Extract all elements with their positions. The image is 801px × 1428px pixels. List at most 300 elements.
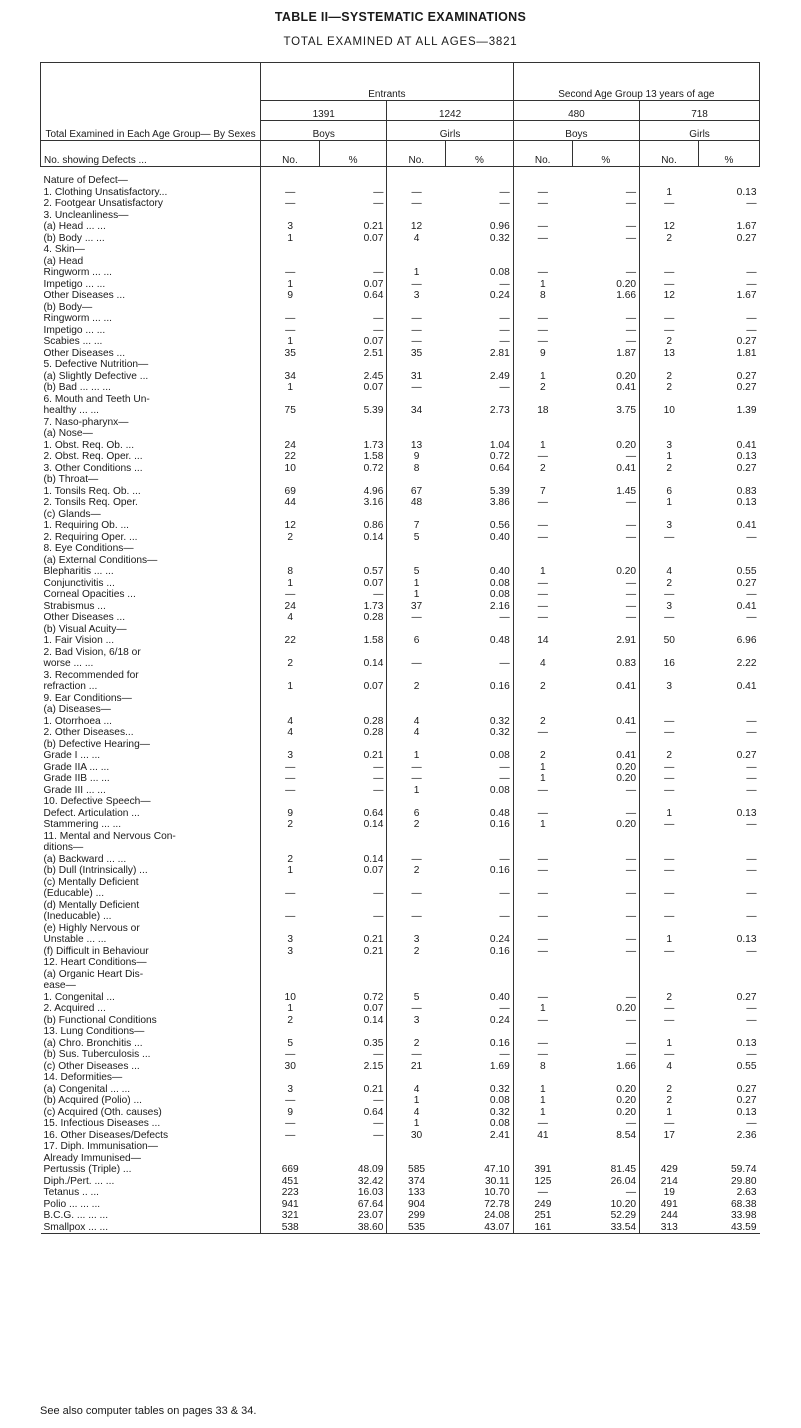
count-cell: 34: [410, 405, 423, 416]
count-cell: [640, 923, 699, 935]
count-cell: [513, 1026, 572, 1038]
count-cell: 1: [666, 1106, 673, 1118]
count-cell: [513, 877, 572, 889]
percent-cell: —: [446, 325, 514, 337]
defect-label: 1. Clothing Unsatisfactory...: [41, 187, 261, 199]
count-cell: [387, 210, 446, 222]
percent-cell: 0.32: [446, 1084, 514, 1096]
count-cell: —: [285, 888, 296, 899]
table-row: [41, 279, 760, 291]
count-cell: [640, 394, 699, 406]
count-cell: [513, 831, 572, 843]
percent-cell: [572, 175, 640, 187]
defect-label: (b) Bad ... ... ...: [41, 382, 261, 394]
count-cell: —: [411, 186, 422, 198]
percent-cell: 2.91: [572, 635, 640, 647]
count-cell: —: [411, 761, 422, 773]
count-cell: —: [537, 313, 548, 324]
count-cell: 6: [666, 485, 673, 497]
count-cell: 2: [666, 750, 673, 761]
percent-cell: 0.41: [736, 681, 757, 692]
count-cell: [513, 693, 572, 705]
table-row: [41, 1107, 760, 1119]
count-cell: [261, 900, 320, 912]
percent-cell: [572, 980, 640, 992]
percent-cell: [698, 877, 759, 889]
percent-cell: 0.21: [319, 221, 387, 233]
defect-label: (c) Glands—: [41, 509, 261, 521]
percent-cell: 0.41: [572, 681, 640, 693]
count-cell: —: [411, 911, 422, 922]
percent-cell: 0.55: [736, 566, 757, 577]
percent-cell: 0.08: [446, 785, 514, 797]
percent-cell: 43.59: [698, 1222, 759, 1234]
percent-cell: [319, 957, 387, 969]
count-cell: 535: [387, 1222, 446, 1234]
count-cell: 2: [540, 750, 546, 761]
count-cell: 4: [666, 566, 673, 577]
count-cell: [387, 428, 446, 440]
percent-cell: [446, 474, 514, 486]
count-cell: 214: [660, 1175, 678, 1187]
count-cell: 13: [663, 347, 675, 359]
count-cell: —: [664, 1003, 675, 1014]
count-cell: —: [537, 1187, 548, 1198]
defect-label: B.C.G. ... ... ...: [41, 1210, 261, 1222]
entrants-girls-total: 1242: [387, 101, 513, 121]
percent-cell: [698, 394, 759, 406]
table-section-row: [41, 210, 760, 222]
no-col-header: No.: [513, 141, 572, 167]
percent-cell: 0.57: [319, 566, 387, 578]
count-cell: 4: [413, 232, 420, 244]
percent-cell: 4.96: [319, 486, 387, 498]
defect-label: (b) Body ... ...: [41, 233, 261, 245]
count-cell: [640, 624, 699, 636]
percent-cell: [319, 969, 387, 981]
percent-cell: 33.98: [731, 1210, 757, 1221]
percent-cell: —: [746, 853, 757, 865]
defect-label: 1. Otorrhoea ...: [41, 716, 261, 728]
percent-cell: [446, 244, 514, 256]
table-row: [41, 773, 760, 785]
count-cell: [261, 1026, 320, 1038]
percent-cell: —: [446, 773, 514, 785]
percent-cell: —: [746, 727, 757, 738]
defect-label: Polio ... ... ...: [41, 1199, 261, 1211]
percent-cell: 1.58: [319, 635, 387, 647]
count-cell: [387, 509, 446, 521]
percent-cell: 0.20: [572, 1095, 640, 1107]
count-cell: —: [537, 1037, 548, 1049]
percent-cell: [319, 417, 387, 429]
percent-cell: 0.64: [319, 1107, 387, 1119]
percent-cell: [698, 957, 759, 969]
count-cell: [640, 244, 699, 256]
count-cell: [261, 394, 320, 406]
percent-cell: [698, 474, 759, 486]
defect-label: Conjunctivitis ...: [41, 578, 261, 590]
defect-label: Ringworm ... ...: [41, 313, 261, 325]
table-section-row: [41, 474, 760, 486]
table-row: [41, 486, 760, 498]
count-cell: 244: [660, 1210, 678, 1221]
percent-cell: 68.38: [731, 1198, 757, 1210]
count-cell: —: [664, 589, 675, 600]
percent-cell: 0.27: [736, 1083, 757, 1095]
count-cell: —: [664, 773, 675, 784]
count-cell: 3: [666, 520, 673, 531]
count-cell: 7: [540, 485, 546, 497]
count-cell: [640, 210, 699, 222]
percent-cell: [698, 624, 759, 636]
percent-cell: [446, 359, 514, 371]
count-cell: 491: [660, 1198, 678, 1210]
count-cell: [640, 831, 699, 843]
count-cell: [387, 957, 446, 969]
count-cell: —: [664, 888, 675, 899]
table-row: [41, 463, 760, 475]
percent-cell: —: [446, 1049, 514, 1061]
defect-label: healthy ... ...: [41, 405, 261, 417]
percent-cell: [572, 670, 640, 682]
defect-label: 3. Other Conditions ...: [41, 463, 261, 475]
percent-cell: —: [572, 589, 640, 601]
pct-col-header: %: [446, 141, 514, 167]
count-cell: —: [411, 658, 422, 669]
count-cell: —: [411, 336, 422, 347]
count-cell: 1: [540, 1095, 546, 1106]
percent-cell: 0.24: [446, 290, 514, 302]
count-cell: 12: [410, 221, 423, 232]
count-cell: —: [537, 865, 548, 876]
percent-cell: [319, 175, 387, 187]
percent-cell: 0.07: [319, 382, 387, 394]
count-cell: [513, 670, 572, 682]
defect-label: ditions—: [41, 842, 261, 854]
table-section-row: [41, 175, 760, 187]
percent-cell: —: [572, 221, 640, 233]
percent-cell: [319, 1153, 387, 1165]
table-row: [41, 325, 760, 337]
percent-cell: —: [572, 934, 640, 946]
percent-cell: 0.28: [319, 612, 387, 624]
percent-cell: —: [572, 865, 640, 877]
count-cell: [513, 428, 572, 440]
count-cell: 4: [287, 727, 294, 738]
percent-cell: [319, 1072, 387, 1084]
percent-cell: —: [572, 612, 640, 624]
percent-cell: —: [572, 233, 640, 245]
table-row: [41, 1015, 760, 1027]
percent-cell: [572, 739, 640, 751]
count-cell: 2: [540, 715, 546, 727]
table-row: [41, 716, 760, 728]
percent-cell: —: [319, 313, 387, 325]
entrants-boys-total: 1391: [261, 101, 387, 121]
count-cell: [387, 417, 446, 429]
percent-cell: [698, 670, 759, 682]
count-cell: —: [411, 198, 422, 209]
percent-cell: —: [572, 854, 640, 866]
defect-label: (a) Backward ... ...: [41, 854, 261, 866]
count-cell: —: [664, 911, 675, 922]
count-cell: [261, 693, 320, 705]
count-cell: [513, 417, 572, 429]
count-cell: 8: [413, 462, 420, 474]
percent-cell: [319, 980, 387, 992]
percent-cell: 43.07: [446, 1222, 514, 1234]
count-cell: [387, 877, 446, 889]
no-col-header: No.: [261, 141, 320, 167]
percent-cell: [446, 842, 514, 854]
percent-cell: 0.07: [319, 1003, 387, 1015]
percent-cell: —: [746, 773, 757, 784]
percent-cell: 0.96: [446, 221, 514, 233]
table-row: [41, 233, 760, 245]
count-cell: 2: [413, 681, 420, 692]
count-cell: —: [411, 1049, 422, 1060]
count-cell: —: [664, 324, 675, 336]
defect-label: (a) Slightly Defective ...: [41, 371, 261, 383]
defect-label: Unstable ... ...: [41, 934, 261, 946]
percent-cell: [572, 555, 640, 567]
count-cell: 1: [413, 1118, 420, 1129]
percent-cell: —: [446, 612, 514, 624]
pct-col-header: %: [698, 141, 759, 167]
percent-cell: 0.13: [736, 451, 757, 462]
count-cell: —: [285, 773, 296, 784]
count-cell: —: [664, 819, 675, 830]
percent-cell: [698, 543, 759, 555]
count-cell: [640, 474, 699, 486]
count-cell: [387, 1153, 446, 1165]
count-cell: [513, 796, 572, 808]
table-section-row: [41, 647, 760, 659]
count-cell: 1: [666, 934, 673, 945]
table-section-row: [41, 831, 760, 843]
percent-cell: [698, 842, 759, 854]
count-cell: 1: [666, 497, 673, 508]
count-cell: —: [664, 612, 675, 623]
count-cell: [387, 474, 446, 486]
defect-label: 2. Acquired ...: [41, 1003, 261, 1015]
defect-label: (b) Throat—: [41, 474, 261, 486]
percent-cell: 1.81: [736, 347, 757, 359]
percent-cell: —: [446, 762, 514, 774]
percent-cell: 2.16: [446, 601, 514, 613]
percent-cell: 2.51: [319, 348, 387, 360]
count-cell: 669: [281, 1164, 299, 1175]
percent-cell: 24.08: [446, 1210, 514, 1222]
percent-cell: [319, 842, 387, 854]
percent-cell: —: [572, 1015, 640, 1027]
percent-cell: 1.66: [572, 290, 640, 302]
defect-label: Stammering ... ...: [41, 819, 261, 831]
percent-cell: [698, 256, 759, 268]
count-cell: [640, 957, 699, 969]
defect-label: Already Immunised—: [41, 1153, 261, 1165]
defect-label: 3. Recommended for: [41, 670, 261, 682]
boys-header: Boys: [513, 121, 639, 141]
count-cell: 2: [413, 945, 420, 957]
count-cell: 1: [540, 1106, 546, 1118]
percent-cell: —: [746, 198, 757, 209]
defect-label: Other Diseases ...: [41, 348, 261, 360]
count-cell: 6: [413, 807, 420, 819]
count-cell: 19: [663, 1187, 675, 1198]
percent-cell: 0.32: [446, 716, 514, 728]
count-cell: 1: [666, 807, 673, 819]
count-cell: [640, 842, 699, 854]
table-row: [41, 566, 760, 578]
count-cell: 1: [287, 382, 294, 393]
percent-cell: —: [446, 854, 514, 866]
defect-label: 1. Tonsils Req. Ob. ...: [41, 486, 261, 498]
percent-cell: —: [746, 911, 757, 922]
count-cell: [640, 1141, 699, 1153]
percent-cell: 0.21: [319, 750, 387, 762]
percent-cell: 0.21: [319, 946, 387, 958]
count-cell: 2: [666, 382, 673, 393]
percent-cell: 2.63: [736, 1187, 757, 1198]
count-cell: [513, 647, 572, 659]
percent-cell: —: [572, 1038, 640, 1050]
count-cell: —: [664, 313, 675, 324]
count-cell: [513, 842, 572, 854]
count-cell: [387, 739, 446, 751]
count-cell: [387, 302, 446, 314]
count-cell: 18: [537, 405, 549, 416]
count-cell: 249: [534, 1198, 552, 1210]
table-title: TABLE II—SYSTEMATIC EXAMINATIONS: [274, 10, 527, 24]
defect-label: (a) Congenital ... ...: [41, 1084, 261, 1096]
count-cell: [513, 957, 572, 969]
count-cell: —: [664, 945, 675, 957]
defect-label: 14. Deformities—: [41, 1072, 261, 1084]
percent-cell: 0.24: [446, 1015, 514, 1027]
percent-cell: —: [572, 451, 640, 463]
count-cell: 16: [663, 658, 675, 669]
table-section-row: [41, 509, 760, 521]
percent-cell: 0.16: [446, 1038, 514, 1050]
count-cell: [387, 980, 446, 992]
defect-label: 5. Defective Nutrition—: [41, 359, 261, 371]
percent-cell: 0.16: [446, 819, 514, 831]
defect-label: 1. Fair Vision ...: [41, 635, 261, 647]
percent-cell: [319, 244, 387, 256]
percent-cell: [572, 923, 640, 935]
percent-cell: [572, 877, 640, 889]
defect-label: 16. Other Diseases/Defects: [41, 1130, 261, 1142]
count-cell: —: [285, 911, 296, 922]
count-cell: [640, 647, 699, 659]
percent-cell: —: [572, 497, 640, 509]
count-cell: [387, 256, 446, 268]
percent-cell: [572, 796, 640, 808]
percent-cell: 1.66: [572, 1061, 640, 1073]
percent-cell: 3.75: [572, 405, 640, 417]
percent-cell: 0.20: [572, 566, 640, 578]
percent-cell: 72.78: [446, 1199, 514, 1211]
count-cell: 30: [410, 1129, 423, 1141]
count-cell: 50: [663, 635, 675, 646]
percent-cell: —: [319, 187, 387, 199]
percent-cell: —: [572, 198, 640, 210]
count-cell: 1: [666, 186, 673, 198]
table-row: [41, 589, 760, 601]
percent-cell: —: [572, 946, 640, 958]
table-section-row: [41, 704, 760, 716]
count-cell: 3: [287, 934, 294, 945]
table-section-row: [41, 670, 760, 682]
percent-cell: [572, 359, 640, 371]
count-cell: [640, 1072, 699, 1084]
table-row: [41, 1164, 760, 1176]
table-section-row: [41, 256, 760, 268]
percent-cell: [319, 900, 387, 912]
percent-cell: 0.72: [446, 451, 514, 463]
percent-cell: 0.16: [446, 681, 514, 693]
count-cell: —: [537, 945, 548, 957]
defect-label: 15. Infectious Diseases ...: [41, 1118, 261, 1130]
percent-cell: [446, 175, 514, 187]
table-section-row: [41, 428, 760, 440]
percent-cell: —: [446, 187, 514, 199]
count-cell: 2: [666, 462, 673, 474]
count-cell: 5: [413, 991, 420, 1003]
table-body: [41, 167, 760, 1234]
count-cell: 5: [413, 566, 420, 577]
count-cell: 35: [410, 347, 423, 359]
defect-label: Smallpox ... ...: [41, 1222, 261, 1234]
count-cell: —: [285, 313, 296, 324]
count-cell: [513, 1072, 572, 1084]
defect-label: Grade I ... ...: [41, 750, 261, 762]
table-row: [41, 1095, 760, 1107]
count-cell: 30: [284, 1060, 296, 1072]
table-row: [41, 888, 760, 900]
percent-cell: 0.24: [446, 934, 514, 946]
count-cell: 2: [413, 1037, 420, 1049]
percent-cell: [319, 704, 387, 716]
table-row: [41, 371, 760, 383]
count-cell: 429: [660, 1164, 678, 1175]
count-cell: [387, 704, 446, 716]
count-cell: 5: [413, 531, 420, 543]
table-section-row: [41, 957, 760, 969]
percent-cell: —: [746, 888, 757, 899]
percent-cell: 0.27: [736, 462, 757, 474]
percent-cell: 26.04: [572, 1176, 640, 1188]
count-cell: 4: [413, 1083, 420, 1095]
defect-label: 7. Naso-pharynx—: [41, 417, 261, 429]
table-section-row: [41, 543, 760, 555]
percent-cell: [319, 543, 387, 555]
percent-cell: 0.41: [572, 463, 640, 475]
percent-cell: 0.20: [572, 1084, 640, 1096]
percent-cell: [446, 739, 514, 751]
table-row: [41, 601, 760, 613]
percent-cell: —: [446, 658, 514, 670]
count-cell: [261, 543, 320, 555]
percent-cell: [446, 555, 514, 567]
percent-cell: [698, 693, 759, 705]
percent-cell: 0.56: [446, 520, 514, 532]
percent-cell: [446, 1072, 514, 1084]
percent-cell: [572, 256, 640, 268]
table-section-row: [41, 969, 760, 981]
